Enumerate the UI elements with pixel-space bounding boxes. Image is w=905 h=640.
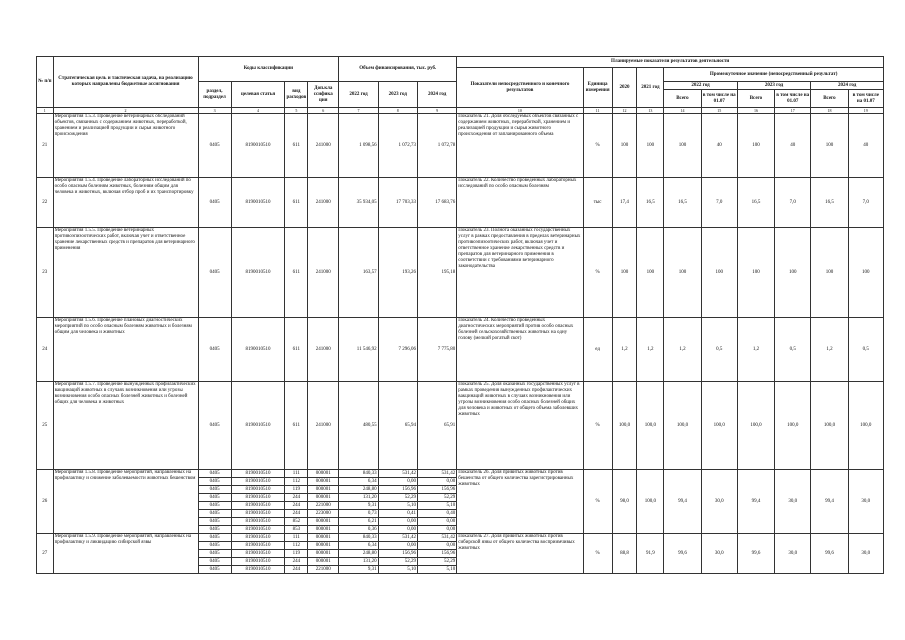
razdel-code: 0405 — [198, 518, 231, 526]
finance-2024: 1 072,78 — [417, 114, 456, 178]
finance-2024: 0,40 — [417, 510, 456, 518]
value-2020: 88,8 — [612, 534, 637, 574]
value-2020: 98,0 — [612, 470, 637, 534]
header-2020: 2020 — [612, 68, 637, 108]
goal-text: Мероприятия 1.5.9. Проведение мероприятий, направленных на профилактику и ликвидацию сибирской язвы — [53, 534, 198, 574]
kosgu-code: 241000 — [308, 318, 339, 382]
col-number: 11 — [583, 108, 612, 114]
indicator-text: Показатель 27. Доля привитых животных против сибирской язвы от общего количества восприимчивых животных — [457, 534, 583, 574]
target-2023-total: 99,4 — [737, 470, 774, 534]
finance-2023: 1 072,73 — [378, 114, 417, 178]
target-2024-half: 100,0 — [848, 382, 883, 470]
table-row — [37, 178, 884, 228]
kosgu-code: 000001 — [308, 470, 339, 478]
finance-2022: 6,34 — [339, 478, 378, 486]
finance-2023: 5,10 — [378, 566, 417, 574]
finance-2022: 131,20 — [339, 494, 378, 502]
header-indicators: Показатели непосредственного и конечного результатов — [457, 68, 583, 108]
finance-2022: 131,20 — [339, 558, 378, 566]
razdel-code: 0405 — [198, 526, 231, 534]
target-2024-total: 100 — [811, 114, 848, 178]
table-row — [37, 318, 884, 382]
finance-2022: 0,73 — [339, 510, 378, 518]
table-row — [37, 114, 884, 178]
target-2022-half: 30,0 — [701, 534, 737, 574]
finance-2023: 193,26 — [378, 228, 417, 318]
kosgu-code: 000001 — [308, 526, 339, 534]
target-2024-half: 0,5 — [848, 318, 883, 382]
target-2022-half: 40 — [701, 114, 737, 178]
razdel-code: 0405 — [198, 566, 231, 574]
finance-2022: 9,31 — [339, 566, 378, 574]
razdel-code: 0405 — [198, 534, 231, 542]
finance-2022: 11 546,92 — [339, 318, 378, 382]
razdel-code: 0405 — [198, 502, 231, 510]
row-number: 27 — [37, 534, 54, 574]
finance-2024: 65,91 — [417, 382, 456, 470]
target-2022-total: 100 — [664, 114, 701, 178]
header-incl-2024: в том числе на 01.07 — [848, 90, 883, 108]
col-number: 3 — [198, 108, 231, 114]
finance-2022: 0,36 — [339, 526, 378, 534]
table-row — [37, 228, 884, 318]
value-2021: 91,9 — [637, 534, 664, 574]
article-code: 8190010510 — [231, 526, 285, 534]
razdel-code: 0405 — [198, 228, 231, 318]
finance-2023: 7 296,06 — [378, 318, 417, 382]
goal-text: Мероприятия 1.5.7. Проведение вынужденных профилактических вакцинаций животных в случаях возникновения или угрозы возникновения особо опасных болезней животных и болезней общих для человека и животных — [53, 382, 198, 470]
vid-code: 111 — [285, 470, 308, 478]
finance-2022: 9,31 — [339, 502, 378, 510]
target-2022-total: 100 — [664, 228, 701, 318]
table-body — [37, 114, 884, 574]
col-number: 19 — [848, 108, 883, 114]
unit-cell: % — [583, 228, 612, 318]
kosgu-code: 241000 — [308, 114, 339, 178]
finance-2022: 248,80 — [339, 486, 378, 494]
target-2023-total: 16,5 — [737, 178, 774, 228]
vid-code: 611 — [285, 178, 308, 228]
kosgu-code: 000001 — [308, 486, 339, 494]
col-number: 16 — [737, 108, 774, 114]
target-2022-half: 100 — [701, 228, 737, 318]
target-2023-half: 40 — [775, 114, 811, 178]
target-2022-total: 100,0 — [664, 382, 701, 470]
indicator-text: Показатель 24. Количество проведенных диагностических мероприятий против особо опасных болезней сельскохозяйственных животных на одну голову (мелкий рогатый скот) — [457, 318, 583, 382]
unit-cell: % — [583, 114, 612, 178]
kosgu-code: 000001 — [308, 550, 339, 558]
finance-2023: 5,10 — [378, 502, 417, 510]
goal-text: Мероприятия 1.5.3. Проведение ветеринарных обследований объектов, связанных с содержанием животных, переработкой, хранением и реализацией продукции и сырья животного происхождения — [53, 114, 198, 178]
vid-code: 111 — [285, 534, 308, 542]
kosgu-code: 000001 — [308, 478, 339, 486]
header-goal: Стратегическая цель и тактическая задача, на реализацию которых направлены бюджетные ассигнования — [53, 57, 198, 108]
target-2023-total: 100 — [737, 228, 774, 318]
razdel-code: 0405 — [198, 382, 231, 470]
plan-table — [36, 56, 884, 574]
value-2020: 100,0 — [612, 382, 637, 470]
kosgu-code: 241000 — [308, 382, 339, 470]
unit-cell: % — [583, 382, 612, 470]
kosgu-code: 000001 — [308, 494, 339, 502]
col-number: 5 — [285, 108, 308, 114]
value-2020: 100 — [612, 114, 637, 178]
header-finance-2024: 2024 год — [417, 82, 456, 108]
vid-code: 119 — [285, 486, 308, 494]
finance-2023: 156,96 — [378, 486, 417, 494]
value-2020: 1,2 — [612, 318, 637, 382]
header-finance-2023: 2023 год — [378, 82, 417, 108]
kosgu-code: 000001 — [308, 558, 339, 566]
header-incl-2023: в том числе на 01.07 — [775, 90, 811, 108]
target-2023-total: 99,6 — [737, 534, 774, 574]
col-number: 2 — [53, 108, 198, 114]
table-row — [37, 382, 884, 470]
finance-2022: 840,33 — [339, 534, 378, 542]
table-subrow — [37, 470, 884, 478]
unit-cell: % — [583, 470, 612, 534]
finance-2023: 0,00 — [378, 542, 417, 550]
row-number: 24 — [37, 318, 54, 382]
finance-2024: 156,96 — [417, 550, 456, 558]
target-2022-half: 30,0 — [701, 470, 737, 534]
finance-2024: 52,29 — [417, 494, 456, 502]
indicator-text: Показатель 23. Полнота оказанных государственных услуг в рамках предоставления в пределах ветеринарных противоэпизоотических работ, включая учет и ответственное хранение лекарственных средств и препаратов для ветеринарного применения в соответствии с требованиями ветеринарного законодательства — [457, 228, 583, 318]
article-code: 8190010510 — [231, 558, 285, 566]
value-2021: 1,2 — [637, 318, 664, 382]
vid-code: 611 — [285, 382, 308, 470]
razdel-code: 0405 — [198, 494, 231, 502]
finance-2024: 7 775,80 — [417, 318, 456, 382]
indicator-text: Показатель 26. Доля привитых животных против бешенства от общего количества зарегистрированных животных — [457, 470, 583, 534]
vid-code: 852 — [285, 518, 308, 526]
vid-code: 244 — [285, 566, 308, 574]
target-2022-half: 7,0 — [701, 178, 737, 228]
target-2023-half: 100,0 — [775, 382, 811, 470]
finance-2022: 840,33 — [339, 470, 378, 478]
finance-2024: 5,10 — [417, 566, 456, 574]
target-2022-total: 99,6 — [664, 534, 701, 574]
header-target-2023: 2023 год — [737, 82, 811, 90]
col-number: 8 — [378, 108, 417, 114]
value-2021: 100 — [637, 228, 664, 318]
target-2022-total: 1,2 — [664, 318, 701, 382]
vid-code: 244 — [285, 558, 308, 566]
vid-code: 611 — [285, 114, 308, 178]
razdel-code: 0405 — [198, 114, 231, 178]
unit-cell: ед — [583, 318, 612, 382]
header-kosgu: Доп.кла ссифика ция — [308, 82, 339, 108]
row-number: 23 — [37, 228, 54, 318]
target-2024-half: 7,0 — [848, 178, 883, 228]
value-2021: 100,0 — [637, 470, 664, 534]
col-number: 9 — [417, 108, 456, 114]
finance-2022: 35 934,05 — [339, 178, 378, 228]
goal-text: Мероприятия 1.5.6. Проведение плановых диагностических мероприятий по особо опасным болезням животных и болезням общим для человека и животных — [53, 318, 198, 382]
header-target-2024: 2024 год — [811, 82, 884, 90]
finance-2024: 0,00 — [417, 526, 456, 534]
article-code: 8190010510 — [231, 228, 285, 318]
article-code: 8190010510 — [231, 494, 285, 502]
kosgu-code: 241000 — [308, 178, 339, 228]
target-2023-total: 100 — [737, 114, 774, 178]
header-target-2022: 2022 год — [664, 82, 738, 90]
document-sheet — [36, 56, 884, 574]
razdel-code: 0405 — [198, 478, 231, 486]
finance-2024: 0,00 — [417, 542, 456, 550]
finance-2023: 156,96 — [378, 550, 417, 558]
target-2022-total: 99,4 — [664, 470, 701, 534]
razdel-code: 0405 — [198, 318, 231, 382]
finance-2024: 5,10 — [417, 502, 456, 510]
finance-2022: 6,21 — [339, 518, 378, 526]
table-subrow — [37, 534, 884, 542]
header-unit: Единица измерения — [583, 68, 612, 108]
article-code: 8190010510 — [231, 510, 285, 518]
kosgu-code: 221000 — [308, 502, 339, 510]
vid-code: 112 — [285, 478, 308, 486]
col-number: 10 — [457, 108, 583, 114]
header-vid: вид расходов — [285, 82, 308, 108]
finance-2024: 17 683,76 — [417, 178, 456, 228]
header-intermediate: Промежуточное значение (непосредственный результат) — [664, 68, 884, 82]
kosgu-code: 000001 — [308, 518, 339, 526]
article-code: 8190010510 — [231, 566, 285, 574]
target-2024-total: 1,2 — [811, 318, 848, 382]
article-code: 8190010510 — [231, 542, 285, 550]
finance-2022: 1 098,56 — [339, 114, 378, 178]
header-finance-2022: 2022 год — [339, 82, 378, 108]
finance-2023: 0,00 — [378, 526, 417, 534]
row-number: 21 — [37, 114, 54, 178]
header-finance: Объем финансирования, тыс. руб. — [339, 57, 457, 82]
col-number: 13 — [637, 108, 664, 114]
razdel-code: 0405 — [198, 470, 231, 478]
col-number: 17 — [775, 108, 811, 114]
finance-2023: 65,94 — [378, 382, 417, 470]
value-2020: 100 — [612, 228, 637, 318]
unit-cell: тыс — [583, 178, 612, 228]
finance-2022: 6,34 — [339, 542, 378, 550]
finance-2024: 0,00 — [417, 478, 456, 486]
col-number: 4 — [231, 108, 285, 114]
row-number: 26 — [37, 470, 54, 534]
article-code: 8190010510 — [231, 502, 285, 510]
finance-2023: 0,41 — [378, 510, 417, 518]
header-planned: Планируемые показатели результатов деятельности — [457, 57, 884, 68]
target-2023-half: 7,0 — [775, 178, 811, 228]
goal-text: Мероприятия 1.5.8. Проведение мероприятий, направленных на профилактику и снижение заболеваемости животных бешенством — [53, 470, 198, 534]
article-code: 8190010510 — [231, 518, 285, 526]
header-num: № п/п — [37, 57, 54, 108]
finance-2024: 531,42 — [417, 470, 456, 478]
finance-2023: 0,00 — [378, 518, 417, 526]
value-2020: 17,4 — [612, 178, 637, 228]
target-2023-half: 30,0 — [775, 470, 811, 534]
target-2024-half: 40 — [848, 114, 883, 178]
header-razdel: раздел, подраздел — [198, 82, 231, 108]
vid-code: 244 — [285, 510, 308, 518]
col-number: 18 — [811, 108, 848, 114]
razdel-code: 0405 — [198, 510, 231, 518]
target-2024-total: 100 — [811, 228, 848, 318]
vid-code: 119 — [285, 550, 308, 558]
target-2024-total: 99,6 — [811, 534, 848, 574]
finance-2024: 156,96 — [417, 486, 456, 494]
finance-2023: 52,29 — [378, 558, 417, 566]
value-2021: 100,0 — [637, 382, 664, 470]
goal-text: Мероприятия 1.5.4. Проведение лабораторных исследований по особо опасным болезням животных, болезням общим для человека и животных, включая отбор проб и их транспортировку — [53, 178, 198, 228]
indicator-text: Показатель 21. Доля обследуемых объектов связанных с содержанием животных, переработкой, хранением и реализацией продукции и сырья животного происхождения от запланированного объема — [457, 114, 583, 178]
target-2023-half: 30,0 — [775, 534, 811, 574]
finance-2023: 0,00 — [378, 478, 417, 486]
col-number: 12 — [612, 108, 637, 114]
finance-2024: 195,18 — [417, 228, 456, 318]
unit-cell: % — [583, 534, 612, 574]
finance-2022: 248,80 — [339, 550, 378, 558]
razdel-code: 0405 — [198, 558, 231, 566]
kosgu-code: 000001 — [308, 542, 339, 550]
indicator-text: Показатель 22. Количество проведенных лабораторных исследований по особо опасным болезням — [457, 178, 583, 228]
article-code: 8190010510 — [231, 318, 285, 382]
razdel-code: 0405 — [198, 486, 231, 494]
finance-2024: 531,42 — [417, 534, 456, 542]
razdel-code: 0405 — [198, 550, 231, 558]
article-code: 8190010510 — [231, 382, 285, 470]
col-number: 7 — [339, 108, 378, 114]
col-number: 15 — [701, 108, 737, 114]
article-code: 8190010510 — [231, 486, 285, 494]
finance-2023: 17 703,33 — [378, 178, 417, 228]
header-total-2024: Всего — [811, 90, 848, 108]
kosgu-code: 221000 — [308, 566, 339, 574]
target-2022-half: 0,5 — [701, 318, 737, 382]
finance-2022: 163,57 — [339, 228, 378, 318]
target-2022-half: 100,0 — [701, 382, 737, 470]
col-number: 6 — [308, 108, 339, 114]
target-2024-total: 99,4 — [811, 470, 848, 534]
article-code: 8190010510 — [231, 178, 285, 228]
finance-2023: 52,29 — [378, 494, 417, 502]
target-2023-half: 0,5 — [775, 318, 811, 382]
vid-code: 853 — [285, 526, 308, 534]
value-2021: 100 — [637, 114, 664, 178]
header-total-2022: Всего — [664, 90, 701, 108]
target-2024-half: 30,0 — [848, 534, 883, 574]
goal-text: Мероприятия 1.5.5. Проведение ветеринарных противоэпизоотических работ, включая учет и ответственное хранение лекарственных средств и препаратов для ветеринарного применения — [53, 228, 198, 318]
vid-code: 611 — [285, 228, 308, 318]
target-2023-total: 1,2 — [737, 318, 774, 382]
target-2023-total: 100,0 — [737, 382, 774, 470]
vid-code: 244 — [285, 502, 308, 510]
indicator-text: Показатель 25. Доля оказанных государственных услуг в рамках проведения вынужденных профилактических вакцинаций животных в случаях возникновения или угрозы возникновения особо опасных болезней общих для человека и животных от общего объема заболевших животных — [457, 382, 583, 470]
finance-2024: 52,29 — [417, 558, 456, 566]
target-2023-half: 100 — [775, 228, 811, 318]
value-2021: 16,5 — [637, 178, 664, 228]
finance-2023: 531,42 — [378, 534, 417, 542]
target-2024-half: 100 — [848, 228, 883, 318]
row-number: 22 — [37, 178, 54, 228]
vid-code: 611 — [285, 318, 308, 382]
vid-code: 244 — [285, 494, 308, 502]
target-2024-total: 100,0 — [811, 382, 848, 470]
finance-2022: 480,55 — [339, 382, 378, 470]
header-article: целевая статья — [231, 82, 285, 108]
finance-2023: 531,42 — [378, 470, 417, 478]
article-code: 8190010510 — [231, 534, 285, 542]
target-2024-total: 16,5 — [811, 178, 848, 228]
col-number: 14 — [664, 108, 701, 114]
header-incl-2022: в том числе на 01.07 — [701, 90, 737, 108]
col-number: 1 — [37, 108, 54, 114]
table-header — [37, 57, 884, 114]
header-total-2023: Всего — [737, 90, 774, 108]
article-code: 8190010510 — [231, 114, 285, 178]
kosgu-code: 241000 — [308, 228, 339, 318]
header-2021: 2021 год — [637, 68, 664, 108]
row-number: 25 — [37, 382, 54, 470]
target-2022-total: 16,5 — [664, 178, 701, 228]
kosgu-code: 000001 — [308, 534, 339, 542]
razdel-code: 0405 — [198, 542, 231, 550]
header-codes: Коды классификации — [198, 57, 339, 82]
article-code: 8190010510 — [231, 478, 285, 486]
razdel-code: 0405 — [198, 178, 231, 228]
kosgu-code: 223000 — [308, 510, 339, 518]
vid-code: 112 — [285, 542, 308, 550]
target-2024-half: 30,0 — [848, 470, 883, 534]
article-code: 8190010510 — [231, 550, 285, 558]
article-code: 8190010510 — [231, 470, 285, 478]
finance-2024: 0,00 — [417, 518, 456, 526]
